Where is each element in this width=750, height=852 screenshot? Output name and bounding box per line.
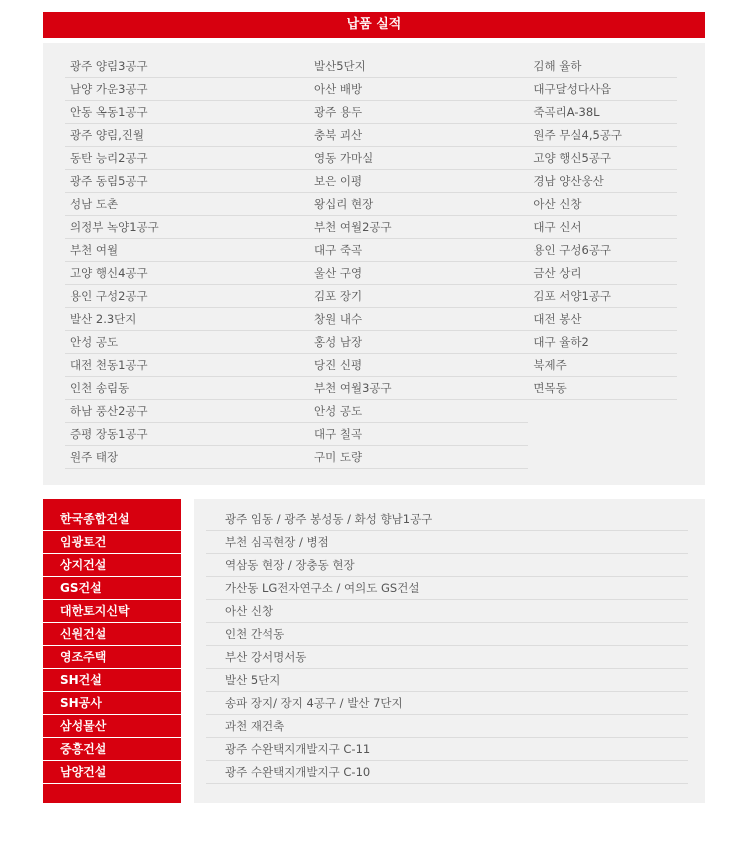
company-name: 영조주택	[43, 646, 181, 669]
company-projects: 광주 수완택지개발지구 C-11	[206, 738, 688, 761]
delivery-site: 당진 신평	[309, 354, 528, 377]
company-projects: 인천 간석동	[206, 623, 688, 646]
delivery-site: 대구 율하2	[528, 331, 677, 354]
delivery-site: 창원 내수	[309, 308, 528, 331]
delivery-site: 죽곡리A-38L	[528, 101, 677, 124]
delivery-records-grid	[65, 55, 677, 469]
company-projects: 부산 강서명서동	[206, 646, 688, 669]
company-name: SH공사	[43, 692, 181, 715]
delivery-site: 성남 도촌	[65, 193, 309, 216]
delivery-site: 원주 무실4,5공구	[528, 124, 677, 147]
delivery-site: 발산5단지	[309, 55, 528, 78]
table-row	[65, 216, 677, 239]
delivery-site: 왕십리 현장	[309, 193, 528, 216]
company-projects: 아산 신창	[206, 600, 688, 623]
table-row	[65, 354, 677, 377]
delivery-site: 김해 율하	[528, 55, 677, 78]
company-list	[43, 499, 181, 803]
delivery-site: 보은 이평	[309, 170, 528, 193]
company-name: GS건설	[43, 577, 181, 600]
company-projects: 송파 장지/ 장지 4공구 / 발산 7단지	[206, 692, 688, 715]
delivery-site: 대구 죽곡	[309, 239, 528, 262]
delivery-site: 대전 봉산	[528, 308, 677, 331]
delivery-site: 고양 행신5공구	[528, 147, 677, 170]
delivery-site: 아산 신창	[528, 193, 677, 216]
company-name: 임광토건	[43, 531, 181, 554]
company-name: SH건설	[43, 669, 181, 692]
company-name: 대한토지신탁	[43, 600, 181, 623]
delivery-site: 대구 칠곡	[309, 423, 528, 446]
table-row	[65, 308, 677, 331]
company-projects: 광주 수완택지개발지구 C-10	[206, 761, 688, 784]
delivery-site: 부천 여월2공구	[309, 216, 528, 239]
table-row	[65, 285, 677, 308]
delivery-site: 광주 동림5공구	[65, 170, 309, 193]
delivery-site: 면목동	[528, 377, 677, 400]
table-row	[65, 262, 677, 285]
page-title: 납품 실적	[43, 12, 705, 38]
table-row	[65, 147, 677, 170]
delivery-site: 고양 행신4공구	[65, 262, 309, 285]
delivery-site: 충북 괴산	[309, 124, 528, 147]
delivery-site: 증평 장동1공구	[65, 423, 309, 446]
delivery-site: 대구달성다사읍	[528, 78, 677, 101]
company-name: 신원건설	[43, 623, 181, 646]
delivery-site: 동탄 능리2공구	[65, 147, 309, 170]
table-row	[65, 377, 677, 400]
company-name: 삼성물산	[43, 715, 181, 738]
delivery-site: 홍성 남장	[309, 331, 528, 354]
company-name: 중흥건설	[43, 738, 181, 761]
company-name: 상지건설	[43, 554, 181, 577]
company-projects: 발산 5단지	[206, 669, 688, 692]
delivery-site: 김포 장기	[309, 285, 528, 308]
delivery-site: 광주 양림,진월	[65, 124, 309, 147]
table-row	[65, 193, 677, 216]
delivery-records-panel	[43, 43, 705, 485]
company-name: 남양건설	[43, 761, 181, 784]
delivery-site: 부천 여월	[65, 239, 309, 262]
delivery-site	[528, 400, 677, 423]
delivery-site: 원주 태장	[65, 446, 309, 469]
delivery-site: 안동 옥동1공구	[65, 101, 309, 124]
company-projects-panel	[194, 499, 705, 803]
delivery-site: 울산 구영	[309, 262, 528, 285]
delivery-site: 하남 풍산2공구	[65, 400, 309, 423]
company-projects: 과천 재건축	[206, 715, 688, 738]
delivery-site: 용인 구성2공구	[65, 285, 309, 308]
delivery-site: 용인 구성6공구	[528, 239, 677, 262]
company-name: 한국종합건설	[43, 508, 181, 531]
table-row	[65, 331, 677, 354]
delivery-site: 인천 송림동	[65, 377, 309, 400]
company-projects: 역삼동 현장 / 장충동 현장	[206, 554, 688, 577]
delivery-site	[528, 446, 677, 469]
table-row	[65, 124, 677, 147]
table-row	[65, 239, 677, 262]
delivery-site: 구미 도량	[309, 446, 528, 469]
delivery-site: 대전 천동1공구	[65, 354, 309, 377]
delivery-site: 김포 서양1공구	[528, 285, 677, 308]
delivery-site: 광주 양림3공구	[65, 55, 309, 78]
delivery-site: 금산 상리	[528, 262, 677, 285]
delivery-site	[528, 423, 677, 446]
table-row	[65, 446, 677, 469]
delivery-site: 남양 가운3공구	[65, 78, 309, 101]
delivery-site: 아산 배방	[309, 78, 528, 101]
delivery-site: 발산 2.3단지	[65, 308, 309, 331]
delivery-site: 경남 양산웅산	[528, 170, 677, 193]
table-row	[65, 101, 677, 124]
delivery-site: 대구 신서	[528, 216, 677, 239]
delivery-site: 북제주	[528, 354, 677, 377]
delivery-site: 의정부 녹양1공구	[65, 216, 309, 239]
company-projects: 부천 심곡현장 / 병점	[206, 531, 688, 554]
delivery-site: 부천 여월3공구	[309, 377, 528, 400]
table-row	[65, 78, 677, 101]
delivery-site: 안성 공도	[65, 331, 309, 354]
table-row	[65, 170, 677, 193]
company-projects: 가산동 LG전자연구소 / 여의도 GS건설	[206, 577, 688, 600]
table-row	[65, 423, 677, 446]
table-row	[65, 400, 677, 423]
company-projects: 광주 임동 / 광주 봉성동 / 화성 향남1공구	[206, 508, 688, 531]
table-row	[65, 55, 677, 78]
delivery-site: 안성 공도	[309, 400, 528, 423]
delivery-site: 영동 가마실	[309, 147, 528, 170]
company-projects-list	[206, 508, 688, 784]
delivery-site: 광주 용두	[309, 101, 528, 124]
